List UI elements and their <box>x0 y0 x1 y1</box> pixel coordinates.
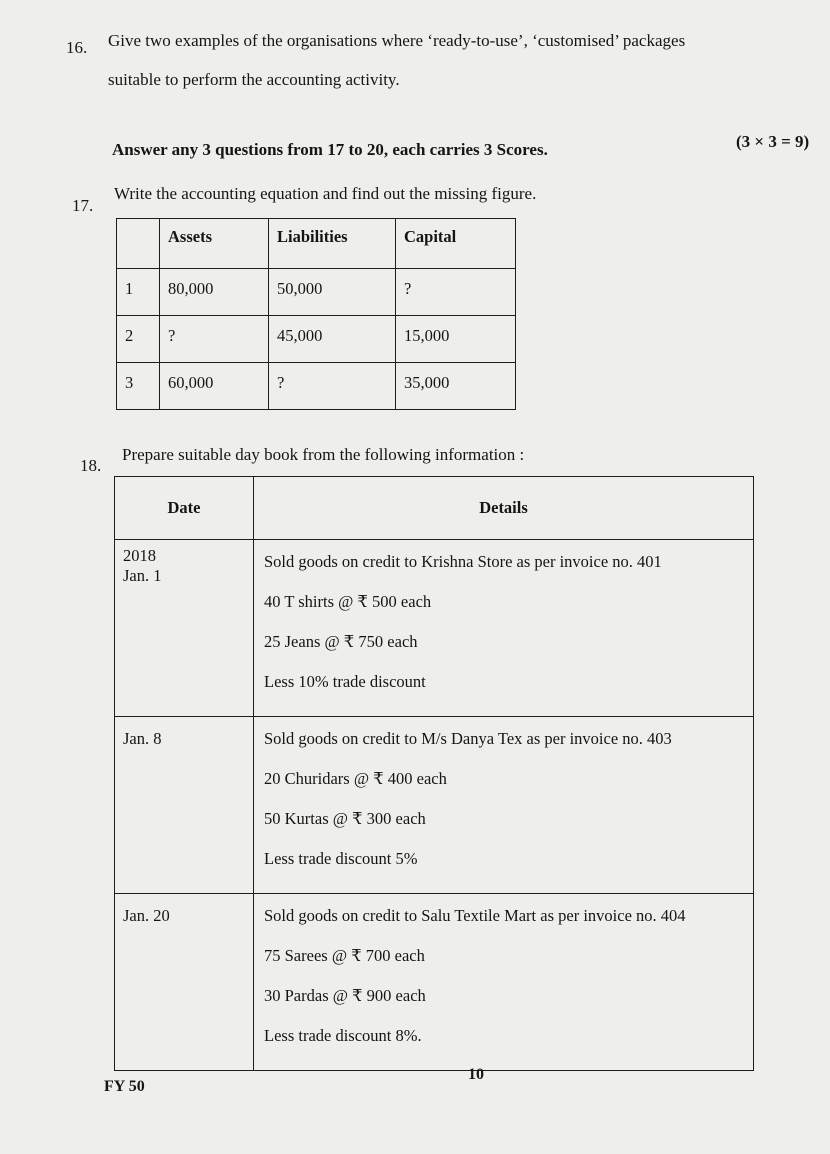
accounting-equation-table <box>116 218 516 410</box>
day-book-row <box>115 894 754 1071</box>
day-book-details <box>254 717 754 894</box>
day-book-detail-line: 50 Kurtas @ ₹ 300 each <box>264 809 426 828</box>
day-book-date <box>115 894 254 1071</box>
day-book-detail-line: Sold goods on credit to Salu Textile Mart as per invoice no. 404 <box>264 906 686 925</box>
day-book-header-date: Date <box>115 477 254 540</box>
question-18-text: Prepare suitable day book from the following information : <box>122 445 525 464</box>
day-book-date <box>115 540 254 717</box>
equation-cell: 3 <box>117 363 160 410</box>
question-16-number: 16. <box>66 38 88 57</box>
day-book-detail-line: 25 Jeans @ ₹ 750 each <box>264 632 418 651</box>
equation-cell: 60,000 <box>160 363 269 410</box>
question-16-line-2: suitable to perform the accounting activity. <box>108 70 400 89</box>
day-book-detail-line: Less trade discount 5% <box>264 849 418 868</box>
question-17-text: Write the accounting equation and find out the missing figure. <box>114 184 537 203</box>
equation-cell: 45,000 <box>269 316 396 363</box>
equation-row <box>117 269 516 316</box>
equation-cell: ? <box>269 363 396 410</box>
equation-header-row <box>117 219 516 269</box>
day-book-details <box>254 540 754 717</box>
day-book-date-value: Jan. 20 <box>123 906 170 925</box>
section-instruction: Answer any 3 questions from 17 to 20, each carries 3 Scores. <box>112 140 548 159</box>
day-book-detail-line: Less trade discount 8%. <box>264 1026 422 1045</box>
equation-header-liabilities: Liabilities <box>269 219 396 269</box>
day-book-row <box>115 540 754 717</box>
question-17-number: 17. <box>72 196 94 215</box>
day-book-date-value: Jan. 1 <box>123 566 162 585</box>
equation-cell: 15,000 <box>396 316 516 363</box>
day-book-date <box>115 717 254 894</box>
day-book-detail-line: 30 Pardas @ ₹ 900 each <box>264 986 426 1005</box>
day-book-date-year: 2018 <box>123 546 156 565</box>
day-book-detail-line: 75 Sarees @ ₹ 700 each <box>264 946 425 965</box>
equation-cell: 35,000 <box>396 363 516 410</box>
day-book-detail-line: Sold goods on credit to M/s Danya Tex as per invoice no. 403 <box>264 729 672 748</box>
day-book-table <box>114 476 754 1071</box>
equation-row <box>117 316 516 363</box>
day-book-header-row <box>115 477 754 540</box>
equation-cell: ? <box>396 269 516 316</box>
equation-cell: 80,000 <box>160 269 269 316</box>
paper-code: FY 50 <box>104 1078 145 1095</box>
equation-header-capital: Capital <box>396 219 516 269</box>
equation-cell: 50,000 <box>269 269 396 316</box>
equation-cell: 1 <box>117 269 160 316</box>
day-book-date-value: Jan. 8 <box>123 729 162 748</box>
question-18-number: 18. <box>80 456 102 475</box>
question-16-line-1: Give two examples of the organisations where ‘ready-to-use’, ‘customised’ packages <box>108 31 686 50</box>
day-book-detail-line: 20 Churidars @ ₹ 400 each <box>264 769 447 788</box>
day-book-detail-line: Sold goods on credit to Krishna Store as per invoice no. 401 <box>264 552 662 571</box>
equation-cell: ? <box>160 316 269 363</box>
day-book-detail-line: Less 10% trade discount <box>264 672 426 691</box>
day-book-row <box>115 717 754 894</box>
page-number: 10 <box>468 1066 484 1083</box>
equation-cell: 2 <box>117 316 160 363</box>
equation-header-sno <box>117 219 160 269</box>
question-16-text <box>108 17 808 93</box>
equation-header-assets: Assets <box>160 219 269 269</box>
equation-row <box>117 363 516 410</box>
section-marks: (3 × 3 = 9) <box>736 132 810 151</box>
day-book-header-details: Details <box>254 477 754 540</box>
day-book-details <box>254 894 754 1071</box>
day-book-detail-line: 40 T shirts @ ₹ 500 each <box>264 592 432 611</box>
